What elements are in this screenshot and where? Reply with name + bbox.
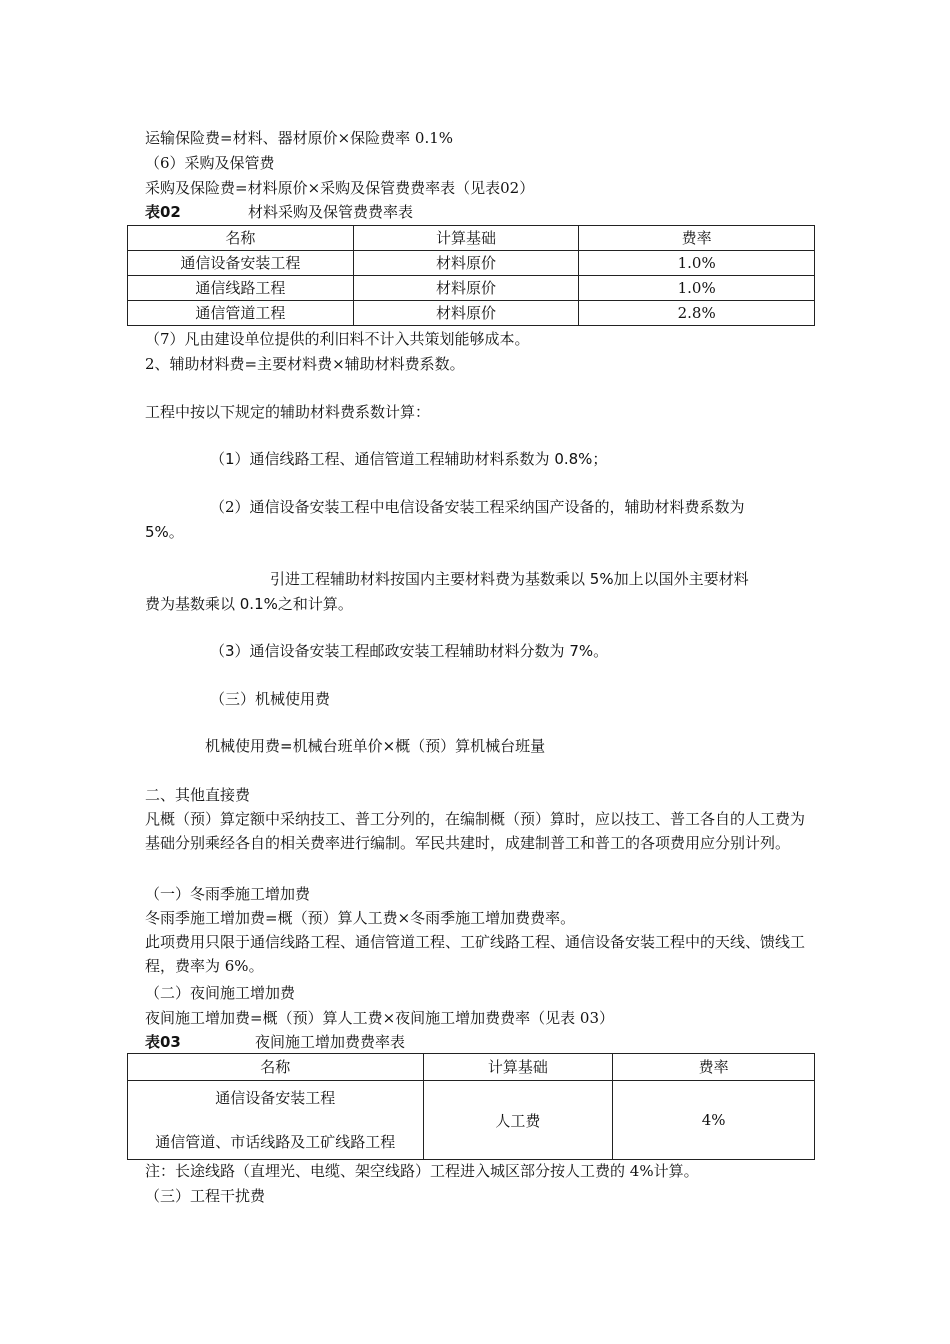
table-cell: 通信管道工程 (128, 301, 354, 326)
table-header-row (128, 226, 815, 251)
text-line: 5%。 (145, 523, 184, 541)
section-heading: （6）采购及保管费 (145, 154, 275, 172)
header-cell: 费率 (613, 1054, 815, 1081)
table-cell: 通信设备安装工程 (128, 251, 354, 276)
table-cell: 材料原价 (353, 301, 579, 326)
header-cell: 计算基础 (423, 1054, 613, 1081)
text-line: （3）通信设备安装工程邮政安装工程辅助材料分数为 7%。 (210, 642, 609, 660)
header-cell: 费率 (579, 226, 815, 251)
text-line: 采购及保险费=材料原价×采购及保管费费率表（见表02） (145, 179, 535, 197)
table-title: 夜间施工增加费费率表 (255, 1033, 406, 1051)
text-line: 2、辅助材料费=主要材料费×辅助材料费系数。 (145, 355, 465, 373)
text-line: （1）通信线路工程、通信管道工程辅助材料系数为 0.8%； (210, 450, 608, 468)
table-label: 表03 (145, 1033, 181, 1051)
text-line: 工程中按以下规定的辅助材料费系数计算： (145, 403, 431, 421)
table-row (128, 276, 815, 301)
table-cell: 人工费 (423, 1081, 613, 1160)
table-cell: 通信线路工程 (128, 276, 354, 301)
paragraph: 凡概（预）算定额中采纳技工、普工分列的，在编制概（预）算时，应以技工、普工各自的人工费为基础分别乘经各自的相关费率进行编制。军民共建时，成建制普工和普工的各项费用应分别计列。 (145, 810, 806, 852)
cell-line: 通信设备安装工程 (215, 1089, 336, 1107)
section-heading: 二、其他直接费 (145, 786, 251, 804)
section-heading: （一）冬雨季施工增加费 (145, 885, 311, 903)
table-row (128, 251, 815, 276)
text-line: 夜间施工增加费=概（预）算人工费×夜间施工增加费费率（见表 03） (145, 1009, 614, 1027)
text-line: （2）通信设备安装工程中电信设备安装工程采纳国产设备的，辅助材料费系数为 (210, 498, 745, 516)
table-cell: 4% (613, 1081, 815, 1160)
text-line: 引进工程辅助材料按国内主要材料费为基数乘以 5%加上以国外主要材料 (270, 570, 749, 588)
table-cell: 2.8% (579, 301, 815, 326)
text-line: 费为基数乘以 0.1%之和计算。 (145, 595, 353, 613)
table-row (128, 1081, 815, 1160)
text-line: 机械使用费=机械台班单价×概（预）算机械台班量 (205, 737, 546, 755)
table-title: 材料采购及保管费费率表 (248, 203, 414, 221)
section-heading: （三）机械使用费 (210, 690, 331, 708)
text-line: （7）凡由建设单位提供的利旧料不计入共策划能够成本。 (145, 330, 530, 348)
header-cell: 名称 (128, 1054, 424, 1081)
table-row (128, 301, 815, 326)
header-cell: 计算基础 (353, 226, 579, 251)
text-line: 运输保险费=材料、器材原价×保险费率 0.1% (145, 129, 454, 147)
purchase-storage-rate-table (127, 225, 815, 326)
header-cell: 名称 (128, 226, 354, 251)
table-cell: 材料原价 (353, 251, 579, 276)
section-heading: （二）夜间施工增加费 (145, 984, 296, 1002)
table-cell: 1.0% (579, 276, 815, 301)
text-line: 冬雨季施工增加费=概（预）算人工费×冬雨季施工增加费费率。 (145, 909, 576, 927)
table-label: 表02 (145, 203, 181, 221)
note-line: 注：长途线路（直埋光、电缆、架空线路）工程进入城区部分按人工费的 4%计算。 (145, 1162, 699, 1180)
table-cell (128, 1081, 424, 1160)
paragraph: 此项费用只限于通信线路工程、通信管道工程、工矿线路工程、通信设备安装工程中的天线、馈线工程，费率为 6%。 (145, 933, 806, 975)
night-work-rate-table (127, 1053, 815, 1160)
table-cell: 1.0% (579, 251, 815, 276)
table-cell: 材料原价 (353, 276, 579, 301)
cell-line: 通信管道、市话线路及工矿线路工程 (155, 1133, 396, 1151)
table-header-row (128, 1054, 815, 1081)
section-heading: （三）工程干扰费 (145, 1187, 266, 1205)
